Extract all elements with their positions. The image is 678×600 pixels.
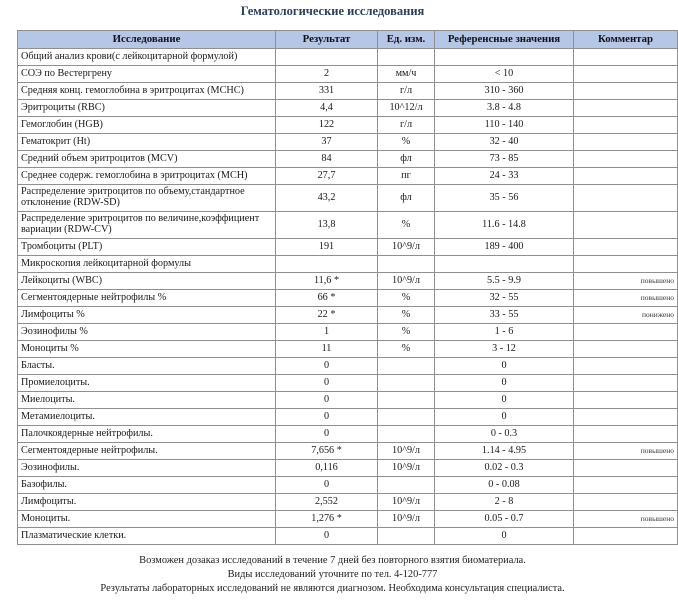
cell-test-name: Средняя конц. гемоглобина в эритроцитах (MCHC) <box>18 83 276 100</box>
cell-comment <box>574 256 678 273</box>
cell-result: 191 <box>276 239 378 256</box>
table-row <box>18 134 678 151</box>
cell-unit: пг <box>378 168 435 185</box>
cell-comment <box>574 528 678 545</box>
cell-reference: 32 - 55 <box>435 290 574 307</box>
cell-reference: 32 - 40 <box>435 134 574 151</box>
table-row <box>18 443 678 460</box>
cell-unit <box>378 409 435 426</box>
cell-reference: 3 - 12 <box>435 341 574 358</box>
table-row <box>18 528 678 545</box>
table-row <box>18 212 678 239</box>
cell-reference: 0 <box>435 375 574 392</box>
cell-comment: повышено <box>574 273 678 290</box>
table-row <box>18 256 678 273</box>
table-row <box>18 460 678 477</box>
cell-comment <box>574 185 678 212</box>
table-row <box>18 358 678 375</box>
cell-result: 1,276 * <box>276 511 378 528</box>
cell-reference: 1.14 - 4.95 <box>435 443 574 460</box>
cell-comment <box>574 494 678 511</box>
header-comment: Комментар <box>574 31 678 49</box>
table-row <box>18 409 678 426</box>
cell-test-name: Лимфоциты. <box>18 494 276 511</box>
cell-reference: 0 - 0.3 <box>435 426 574 443</box>
cell-comment <box>574 83 678 100</box>
cell-test-name: Базофилы. <box>18 477 276 494</box>
cell-comment: повышено <box>574 443 678 460</box>
cell-result: 27,7 <box>276 168 378 185</box>
cell-reference: 310 - 360 <box>435 83 574 100</box>
cell-reference: 73 - 85 <box>435 151 574 168</box>
cell-comment <box>574 212 678 239</box>
cell-reference: 33 - 55 <box>435 307 574 324</box>
cell-unit: фл <box>378 151 435 168</box>
cell-test-name: Лимфоциты % <box>18 307 276 324</box>
cell-reference: 2 - 8 <box>435 494 574 511</box>
cell-test-name: Эозинофилы. <box>18 460 276 477</box>
cell-test-name: Моноциты. <box>18 511 276 528</box>
cell-unit <box>378 256 435 273</box>
cell-reference: 24 - 33 <box>435 168 574 185</box>
cell-comment <box>574 117 678 134</box>
table-row <box>18 375 678 392</box>
cell-test-name: Средний объем эритроцитов (MCV) <box>18 151 276 168</box>
cell-comment <box>574 151 678 168</box>
cell-test-name: Эозинофилы % <box>18 324 276 341</box>
cell-test-name: Сегментоядерные нейтрофилы. <box>18 443 276 460</box>
cell-reference: 0 <box>435 528 574 545</box>
cell-test-name: Гематокрит (Ht) <box>18 134 276 151</box>
table-row <box>18 341 678 358</box>
cell-test-name: Сегментоядерные нейтрофилы % <box>18 290 276 307</box>
cell-unit: % <box>378 134 435 151</box>
cell-comment <box>574 426 678 443</box>
table-row <box>18 511 678 528</box>
cell-result: 2,552 <box>276 494 378 511</box>
header-reference: Референсные значения <box>435 31 574 49</box>
cell-unit: % <box>378 290 435 307</box>
cell-test-name: Лейкоциты (WBC) <box>18 273 276 290</box>
cell-unit <box>378 477 435 494</box>
cell-result: 43,2 <box>276 185 378 212</box>
cell-test-name: Общий анализ крови(с лейкоцитарной формулой) <box>18 49 276 66</box>
cell-reference: 35 - 56 <box>435 185 574 212</box>
cell-test-name: Микроскопия лейкоцитарной формулы <box>18 256 276 273</box>
cell-comment <box>574 477 678 494</box>
cell-comment <box>574 134 678 151</box>
cell-comment: повышено <box>574 290 678 307</box>
table-row <box>18 83 678 100</box>
cell-reference: 5.5 - 9.9 <box>435 273 574 290</box>
cell-result: 84 <box>276 151 378 168</box>
table-row <box>18 494 678 511</box>
cell-result: 66 * <box>276 290 378 307</box>
cell-unit <box>378 426 435 443</box>
table-row <box>18 392 678 409</box>
cell-reference: 3.8 - 4.8 <box>435 100 574 117</box>
cell-result: 0 <box>276 477 378 494</box>
cell-comment: повышено <box>574 511 678 528</box>
table-row <box>18 117 678 134</box>
cell-result: 37 <box>276 134 378 151</box>
cell-test-name: Палочкоядерные нейтрофилы. <box>18 426 276 443</box>
cell-result: 13,8 <box>276 212 378 239</box>
cell-result: 122 <box>276 117 378 134</box>
cell-reference: 11.6 - 14.8 <box>435 212 574 239</box>
cell-unit: % <box>378 212 435 239</box>
cell-test-name: Бласты. <box>18 358 276 375</box>
cell-test-name: Распределение эритроцитов по объему,стандартное отклонение (RDW-SD) <box>18 185 276 212</box>
cell-test-name: Тромбоциты (PLT) <box>18 239 276 256</box>
cell-result <box>276 256 378 273</box>
cell-test-name: Миелоциты. <box>18 392 276 409</box>
cell-unit <box>378 49 435 66</box>
table-row <box>18 426 678 443</box>
cell-unit <box>378 528 435 545</box>
table-row <box>18 185 678 212</box>
cell-unit: 10^9/л <box>378 494 435 511</box>
table-body <box>18 49 678 545</box>
cell-reference: 0.02 - 0.3 <box>435 460 574 477</box>
cell-result <box>276 49 378 66</box>
table-row <box>18 49 678 66</box>
cell-reference: 0 <box>435 392 574 409</box>
cell-comment <box>574 66 678 83</box>
cell-result: 331 <box>276 83 378 100</box>
cell-unit: г/л <box>378 117 435 134</box>
cell-test-name: Промиелоциты. <box>18 375 276 392</box>
results-table <box>17 30 678 545</box>
cell-test-name: СОЭ по Вестергрену <box>18 66 276 83</box>
cell-comment <box>574 341 678 358</box>
cell-test-name: Плазматические клетки. <box>18 528 276 545</box>
table-row <box>18 273 678 290</box>
cell-comment <box>574 375 678 392</box>
cell-reference: 0.05 - 0.7 <box>435 511 574 528</box>
table-header-row <box>18 31 678 49</box>
cell-comment <box>574 324 678 341</box>
cell-comment <box>574 100 678 117</box>
cell-reference: 189 - 400 <box>435 239 574 256</box>
cell-result: 2 <box>276 66 378 83</box>
table-row <box>18 290 678 307</box>
cell-comment <box>574 392 678 409</box>
cell-result: 11,6 * <box>276 273 378 290</box>
cell-reference: < 10 <box>435 66 574 83</box>
cell-comment <box>574 358 678 375</box>
table-row <box>18 151 678 168</box>
cell-unit: 10^9/л <box>378 239 435 256</box>
cell-unit: фл <box>378 185 435 212</box>
cell-comment: понижено <box>574 307 678 324</box>
cell-test-name: Моноциты % <box>18 341 276 358</box>
cell-unit: 10^9/л <box>378 460 435 477</box>
cell-comment <box>574 460 678 477</box>
cell-reference: 110 - 140 <box>435 117 574 134</box>
table-row <box>18 239 678 256</box>
table-row <box>18 168 678 185</box>
cell-unit: 10^9/л <box>378 443 435 460</box>
cell-test-name: Распределение эритроцитов по величине,коэффициент вариации (RDW-CV) <box>18 212 276 239</box>
cell-reference: 0 <box>435 358 574 375</box>
table-row <box>18 66 678 83</box>
footer-line-1: Возможен дозаказ исследований в течение 7 дней без повторного взятия биоматериала. <box>139 555 526 566</box>
cell-result: 1 <box>276 324 378 341</box>
footer-line-2: Виды исследований уточните по тел. 4-120-777 <box>227 569 438 580</box>
cell-result: 22 * <box>276 307 378 324</box>
cell-result: 0 <box>276 392 378 409</box>
cell-result: 0 <box>276 528 378 545</box>
cell-result: 7,656 * <box>276 443 378 460</box>
table-row <box>18 100 678 117</box>
header-test: Исследование <box>18 31 276 49</box>
cell-unit <box>378 392 435 409</box>
cell-reference <box>435 49 574 66</box>
cell-result: 0 <box>276 409 378 426</box>
footer-line-3: Результаты лабораторных исследований не являются диагнозом. Необходима консультация специалиста. <box>100 583 565 594</box>
cell-test-name: Гемоглобин (HGB) <box>18 117 276 134</box>
header-unit: Ед. изм. <box>378 31 435 49</box>
cell-unit <box>378 375 435 392</box>
cell-reference <box>435 256 574 273</box>
cell-comment <box>574 239 678 256</box>
table-row <box>18 324 678 341</box>
cell-reference: 1 - 6 <box>435 324 574 341</box>
cell-unit <box>378 358 435 375</box>
table-row <box>18 477 678 494</box>
cell-unit: % <box>378 324 435 341</box>
cell-test-name: Среднее содерж. гемоглобина в эритроцитах (MCH) <box>18 168 276 185</box>
cell-reference: 0 - 0.08 <box>435 477 574 494</box>
cell-unit: 10^9/л <box>378 511 435 528</box>
cell-comment <box>574 409 678 426</box>
cell-unit: 10^9/л <box>378 273 435 290</box>
header-result: Результат <box>276 31 378 49</box>
cell-result: 0 <box>276 358 378 375</box>
page-title: Гематологические исследования <box>240 4 425 18</box>
cell-result: 0 <box>276 375 378 392</box>
cell-result: 4,4 <box>276 100 378 117</box>
table-row <box>18 307 678 324</box>
cell-reference: 0 <box>435 409 574 426</box>
cell-test-name: Метамиелоциты. <box>18 409 276 426</box>
cell-unit: % <box>378 341 435 358</box>
cell-unit: 10^12/л <box>378 100 435 117</box>
cell-result: 0 <box>276 426 378 443</box>
cell-unit: г/л <box>378 83 435 100</box>
cell-unit: мм/ч <box>378 66 435 83</box>
cell-unit: % <box>378 307 435 324</box>
cell-comment <box>574 49 678 66</box>
cell-result: 0,116 <box>276 460 378 477</box>
cell-comment <box>574 168 678 185</box>
cell-test-name: Эритроциты (RBC) <box>18 100 276 117</box>
cell-result: 11 <box>276 341 378 358</box>
